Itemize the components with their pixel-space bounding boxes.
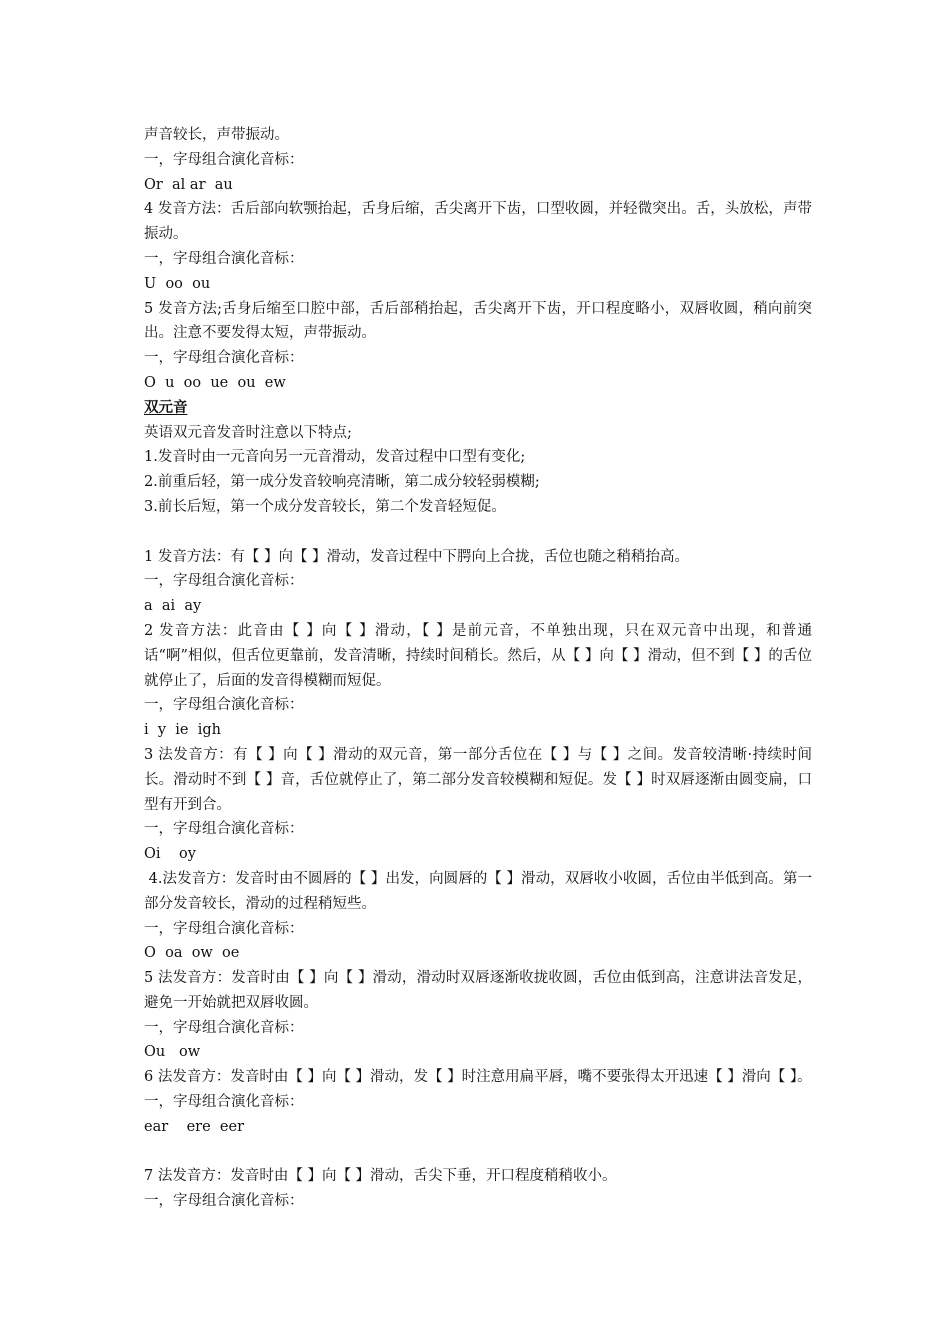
phonics-line: O oa ow oe <box>144 945 240 962</box>
blank-line <box>144 1140 812 1165</box>
phonics-line: Or al ar au <box>144 176 233 193</box>
phonics-line: Ou ow <box>144 1044 201 1061</box>
phonics-line: i y ie igh <box>144 722 221 739</box>
text-line: 4.法发音方：发音时由不圆唇的【 】出发，向圆唇的【 】滑动，双唇收小收圆，舌位由半低到高。第一部分发音较长，滑动的过程稍短些。 <box>144 870 812 912</box>
intro-line: 1.发音时由一元音向另一元音滑动，发音过程中口型有变化; <box>144 449 526 466</box>
text-line: 6 法发音方：发音时由【 】向【 】滑动，发【 】时注意用扁平唇，嘴不要张得太开迅速【 】滑向【 】。 <box>144 1069 812 1086</box>
section-heading: 双元音 <box>144 398 188 416</box>
text-line: 声音较长，声带振动。 <box>144 127 289 143</box>
text-line: 7 法发音方：发音时由【 】向【 】滑动，舌尖下垂，开口程度稍稍收小。 <box>144 1168 617 1185</box>
text-line: 一，字母组合演化音标： <box>144 697 304 714</box>
document-body <box>144 123 812 1214</box>
text-line: 一，字母组合演化音标： <box>144 1094 304 1111</box>
phonics-line: Oi oy <box>144 846 196 863</box>
text-line: 一，字母组合演化音标： <box>144 920 304 937</box>
text-line: 5 发音方法;舌身后缩至口腔中部，舌后部稍抬起，舌尖离开下齿，开口程度略小，双唇收圆，稍向前突出。注意不要发得太短，声带振动。 <box>144 300 812 342</box>
text-line: 一，字母组合演化音标： <box>144 1019 304 1036</box>
intro-line: 英语双元音发音时注意以下特点; <box>144 424 352 441</box>
text-line: 一，字母组合演化音标： <box>144 250 304 267</box>
text-line: 一，字母组合演化音标： <box>144 573 304 590</box>
intro-line: 3.前长后短，第一个成分发音较长，第二个发音轻短促。 <box>144 498 506 515</box>
phonics-line: U oo ou <box>144 275 211 292</box>
text-line: 2 发音方法：此音由【 】向【 】滑动，【 】是前元音，不单独出现，只在双元音中出现，和普通话“啊”相似，但舌位更靠前，发音清晰，持续时间稍长。然后，从【 】向【 】滑动，但不到【 】的舌位就停止了，后面的发音得模糊而短促。 <box>144 622 812 689</box>
text-line: 一，字母组合演化音标： <box>144 151 304 168</box>
text-line: 1 发音方法：有【 】向【 】滑动，发音过程中下腭向上合拢，舌位也随之稍稍抬高。 <box>144 548 690 565</box>
text-line: 5 法发音方：发音时由【 】向【 】滑动，滑动时双唇逐渐收拢收圆，舌位由低到高，注意讲法音发足，避免一开始就把双唇收圆。 <box>144 970 812 1011</box>
text-line: 一，字母组合演化音标： <box>144 821 304 838</box>
blank-line <box>144 520 812 545</box>
phonics-line: O u oo ue ou ew <box>144 374 286 391</box>
text-line: 4 发音方法：舌后部向软颚抬起，舌身后缩，舌尖离开下齿，口型收圆，并轻微突出。舌，头放松，声带振动。 <box>144 201 812 243</box>
text-line: 3 法发音方：有【 】向【 】滑动的双元音，第一部分舌位在【 】与【 】之间。发音较清晰·持续时间长。滑动时不到【 】音，舌位就停止了，第二部分发音较模糊和短促。发【 】时双唇逐渐由圆变扁，口型有开到合。 <box>144 746 812 813</box>
intro-line: 2.前重后轻，第一成分发音较响亮清晰，第二成分较轻弱模糊; <box>144 474 540 491</box>
text-line: 一，字母组合演化音标： <box>144 350 304 367</box>
phonics-line: ear ere eer <box>144 1118 244 1135</box>
text-line: 一，字母组合演化音标： <box>144 1193 304 1210</box>
phonics-line: a ai ay <box>144 598 202 615</box>
